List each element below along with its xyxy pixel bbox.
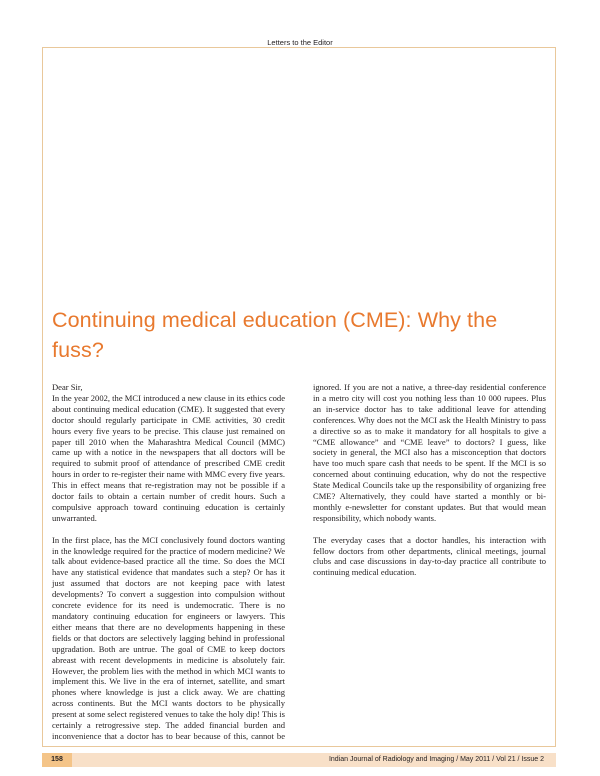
body-paragraph-2: In the first place, has the MCI conclusively found doctors wanting in the knowledge required for the practice of modern medicine? We talk about evidence-based practice all the time. So does the MCI have any statistical evidence that mandates such a step? Or has it just assumed that doctors are not keeping pace with latest developments? To convert a suggestion into compulsion without concrete evidence for its need is undemocratic. There is no mandatory continuing education for engineers or lawyers. This either means that there are no developments happening in these fields or that doctors are selectively lagging behind in professional upgradation. Both are untrue. The goal of CME to keep doctors abreast with recent developments in medicine is absolutely fair. However, the problem lies with the method in which MCI wants to implement this. We live in the era of internet, satellite, and smart phones where knowledge is just a click away. We are chatting across continents. But the MCI wants doctors to be physically present at some select registered venues to take the holy dip! This is certainly a retrogressive step. The added financial burden and inconvenience that a doctor has to bear because of this, cannot be <box>52 534 285 741</box>
body-paragraph-3: The everyday cases that a doctor handles, his interaction with fellow doctors from other departments, clinical meetings, journal clubs and case discussions in day-to-day practice all contribute to continuing medical education. <box>313 534 546 578</box>
page-footer <box>42 753 556 767</box>
page-number: 158 <box>42 753 72 767</box>
article-title: Continuing medical education (CME): Why the fuss? <box>52 308 498 362</box>
running-head: Letters to the Editor <box>267 38 333 47</box>
left-column <box>52 382 285 742</box>
body-paragraph-2-continued: ignored. If you are not a native, a three-day residential conference in a metro city will cost you nothing less than 10 000 rupees. Plus an in-service doctor has to take additional leave for attending conferences. Why does not the MCI ask the Health Ministry to pass a directive so as to make it mandatory for all hospitals to give a “CME allowance” and “CME leave” to doctors? I guess, like society in general, the MCI also has a misconception that doctors have too much spare cash that needs to be spent. If the MCI is so concerned about continuing education, why do not the respective State Medical Councils take up the responsibility of organizing free CME? Alternatively, they could have started a monthly or bi-monthly e-newsletter for constant updates. But that would mean responsibility, which nobody wants. <box>313 382 546 523</box>
body-paragraph-1: In the year 2002, the MCI introduced a new clause in its ethics code about continuing medical education (CME). It suggested that every doctor should regularly participate in CME activities, 30 credit hours every five years to be precise. This clause just remained on paper till 2010 when the Maharashtra Medical Council (MMC) came up with a notice in the newspapers that all doctors will be required to submit proof of attendance of prescribed CME credit hours in order to re-register their name with MMC every five years. This in effect means that re-registration may not be possible if a doctor fails to obtain a certain number of credit hours. Such a compulsive approach toward continuing education is certainly unwarranted. <box>52 392 285 523</box>
salutation: Dear Sir, <box>52 382 83 392</box>
journal-citation: Indian Journal of Radiology and Imaging / May 2011 / Vol 21 / Issue 2 <box>328 756 544 763</box>
right-column <box>313 382 546 578</box>
